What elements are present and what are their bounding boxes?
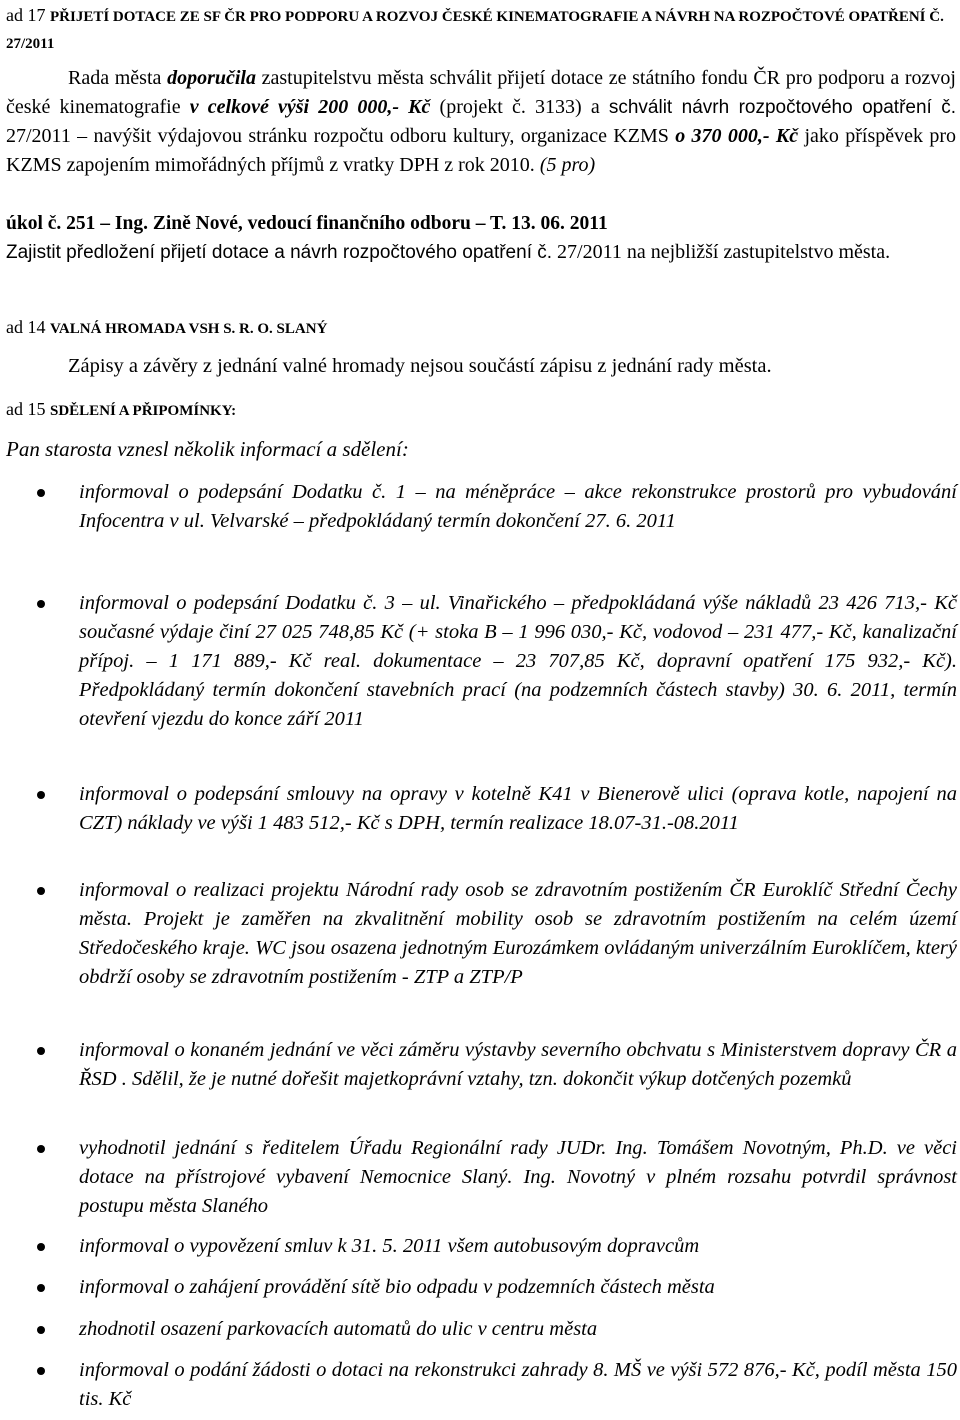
list-item-text: informoval o konaném jednání ve věci záměru výstavby severního obchvatu s Ministerstvem dopravy ČR a ŘSD . Sdělil, že je nutné dořešit majetkoprávní vztahy, tzn. dokončit výkup dotčených pozemků: [79, 1039, 957, 1090]
list-item-text: informoval o podání žádosti o dotaci na rekonstrukci zahrady 8. MŠ ve výši 572 876,- Kč, podíl města 150 tis. Kč: [79, 1359, 957, 1410]
text-run-emphasis: v celkové výši 200 000,- Kč: [189, 96, 431, 118]
list-item-text: informoval o vypovězení smluv k 31. 5. 2011 všem autobusovým dopravcům: [79, 1235, 700, 1257]
section-15-intro: Pan starosta vznesl několik informací a sdělení:: [6, 437, 409, 461]
vote-result: (5 pro): [539, 154, 596, 176]
section-heading-15: [6, 396, 236, 424]
list-item-text: informoval o zahájení provádění sítě bio odpadu v podzemních částech města: [79, 1276, 715, 1298]
text-run: 27/2011 – navýšit výdajovou stránku rozpočtu odboru kultury, organizace KZMS: [6, 125, 676, 147]
section-number: ad 14: [6, 317, 50, 337]
text-run: (projekt č. 3133) a: [430, 96, 609, 118]
bullet-icon: [37, 791, 45, 799]
section-number: ad 15: [6, 399, 50, 419]
text-run: zastupitelstvu města schválit přijetí dotace ze státního fondu ČR pro podporu a rozvoj české kinematografie: [6, 67, 956, 118]
bullet-icon: [37, 887, 45, 895]
list-item-text: informoval o podepsání smlouvy na opravy v kotelně K41 v Bienerově ulici (oprava kotle, napojení na CZT) náklady ve výši 1 483 512,- Kč s DPH, termín realizace 18.07-31.-08.2011: [79, 783, 957, 834]
list-item-text: zhodnotil osazení parkovacích automatů do ulic v centru města: [79, 1318, 598, 1340]
text-run-emphasis: o 370 000,- Kč: [675, 125, 799, 147]
list-item-text: informoval o podepsání Dodatku č. 1 – na méněpráce – akce rekonstrukce prostorů pro vybudování Infocentra v ul. Velvarské – předpokládaný termín dokončení 27. 6. 2011: [79, 481, 957, 532]
bullet-icon: [37, 1367, 45, 1375]
section-title: VALNÁ HROMADA VSH S. R. O. SLANÝ: [50, 321, 328, 337]
task-line: úkol č. 251 – Ing. Zině Nové, vedoucí finančního odboru – T. 13. 06. 2011: [6, 213, 608, 234]
bullet-icon: [37, 1284, 45, 1292]
section-title: PŘIJETÍ DOTACE ZE SF ČR PRO PODPORU A ROZVOJ ČESKÉ KINEMATOGRAFIE A NÁVRH NA ROZPOČTOVÉ OPATŘENÍ Č. 27/2011: [6, 9, 944, 52]
text-run: Zajistit předložení přijetí dotace a návrh rozpočtového opatření č.: [6, 242, 553, 263]
section-title: SDĚLENÍ A PŘIPOMÍNKY:: [50, 403, 237, 419]
text-run: Rada města: [68, 67, 168, 89]
bullet-icon: [37, 1243, 45, 1251]
text-run: 27/2011 na nejbližší zastupitelstvo města.: [552, 241, 891, 263]
task-description: [6, 238, 956, 267]
bullet-icon: [37, 1326, 45, 1334]
list-item-text: informoval o podepsání Dodatku č. 3 – ul. Vinařického – předpokládaná výše nákladů 23 426 713,- Kč současné výdaje činí 27 025 748,85 Kč (+ stoka B – 1 996 030,- Kč, vodovod – 231 477,- Kč, kanalizační přípoj. – 1 171 889,- Kč real. dokumentace – 23 707,85 Kč, dopravní opatření 175 932,- Kč). Předpokládaný termín dokončení stavebních prací (na podzemních částech stavby) 30. 6. 2011, termín otevření vjezdu do konce září 2011: [79, 592, 957, 730]
section-heading-14: [6, 314, 327, 342]
bullet-icon: [37, 1047, 45, 1055]
text-run-emphasis: doporučila: [167, 67, 256, 89]
bullet-icon: [37, 489, 45, 497]
text-run: schválit návrh rozpočtového opatření č.: [608, 97, 957, 118]
section-number: ad 17: [6, 5, 50, 25]
list-item-text: informoval o realizaci projektu Národní rady osob se zdravotním postižením ČR Euroklíč Střední Čechy města. Projekt je zaměřen na zkvalitnění mobility osob se zdravotním postižením na celém území Středočeského kraje. WC jsou osazena jednotným Eurozámkem ovládaným univerzálním Euroklíčem, který obdrží osoby se zdravotním postižením - ZTP a ZTP/P: [79, 879, 957, 988]
section-17-paragraph: [6, 64, 956, 180]
text-run: jako příspěvek pro KZMS zapojením mimořádných příjmů z vratky DPH z rok 2010.: [6, 125, 956, 176]
bullet-icon: [37, 1145, 45, 1153]
section-heading-17: [6, 3, 954, 57]
bullet-icon: [37, 600, 45, 608]
section-14-text: Zápisy a závěry z jednání valné hromady nejsou součástí zápisu z jednání rady města.: [68, 355, 772, 377]
list-item-text: vyhodnotil jednání s ředitelem Úřadu Regionální rady JUDr. Ing. Tomášem Novotným, Ph.D. ve věci dotace na přístrojové vybavení Nemocnice Slaný. Ing. Novotný v plném rozsahu potvrdil správnost postupu města Slaného: [79, 1137, 957, 1217]
